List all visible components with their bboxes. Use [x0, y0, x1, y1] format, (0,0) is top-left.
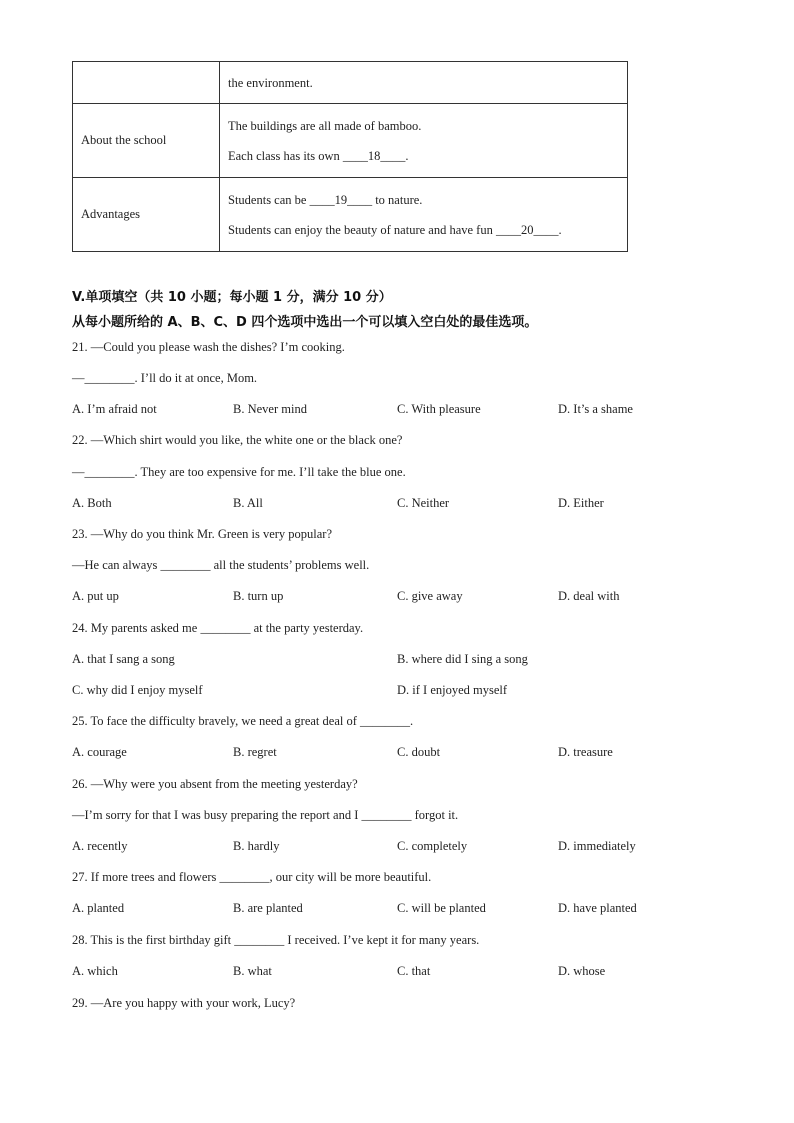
option-b: B. Never mind: [233, 402, 307, 416]
option-c: C. give away: [397, 589, 463, 603]
option-d: D. treasure: [558, 745, 613, 759]
option-b: B. where did I sing a song: [397, 652, 528, 666]
option-d: D. deal with: [558, 589, 620, 603]
option-c: C. that: [397, 964, 431, 978]
option-b: B. turn up: [233, 589, 284, 603]
option-a: A. Both: [72, 496, 112, 510]
row-line: Students can be ____19____ to nature.: [228, 192, 423, 207]
row-content: [220, 62, 628, 104]
row-line: Students can enjoy the beauty of nature and have fun ____20____.: [228, 222, 562, 237]
question-line: —________. They are too expensive for me. I’ll take the blue one.: [72, 465, 406, 479]
option-c: C. doubt: [397, 745, 441, 759]
option-b: B. what: [233, 964, 272, 978]
question-line: —________. I’ll do it at once, Mom.: [72, 371, 258, 385]
option-b: B. are planted: [233, 901, 303, 915]
option-d: D. if I enjoyed myself: [397, 683, 508, 697]
row-label: About the school: [73, 104, 220, 178]
row-label: Advantages: [73, 178, 220, 252]
option-c: C. With pleasure: [397, 402, 481, 416]
section-instruction: 从每小题所给的 A、B、C、D 四个选项中选出一个可以填入空白处的最佳选项。: [72, 315, 538, 330]
row-content: [220, 178, 628, 252]
option-d: D. whose: [558, 964, 606, 978]
option-d: D. have planted: [558, 901, 637, 915]
option-a: A. planted: [72, 901, 125, 915]
question-stem: 25. To face the difficulty bravely, we need a great deal of ________.: [72, 714, 414, 728]
option-c: C. why did I enjoy myself: [72, 683, 203, 697]
question-line: —I’m sorry for that I was busy preparing the report and I ________ forgot it.: [72, 808, 459, 822]
question-stem: 26. —Why were you absent from the meeting yesterday?: [72, 777, 358, 791]
row-content: [220, 104, 628, 178]
question-stem: 27. If more trees and flowers ________, our city will be more beautiful.: [72, 870, 432, 884]
question-stem: 29. —Are you happy with your work, Lucy?: [72, 996, 296, 1010]
option-d: D. immediately: [558, 839, 636, 853]
option-b: B. All: [233, 496, 263, 510]
section-title: V.单项填空（共 10 小题；每小题 1 分，满分 10 分）: [72, 290, 392, 305]
table-row: [73, 178, 628, 252]
option-a: A. recently: [72, 839, 128, 853]
row-label: [73, 62, 220, 104]
row-line: The buildings are all made of bamboo.: [228, 118, 422, 133]
option-c: C. Neither: [397, 496, 450, 510]
question-stem: 24. My parents asked me ________ at the party yesterday.: [72, 621, 364, 635]
option-b: B. regret: [233, 745, 277, 759]
row-line: the environment.: [228, 75, 313, 90]
option-a: A. that I sang a song: [72, 652, 175, 666]
question-stem: 21. —Could you please wash the dishes? I’m cooking.: [72, 340, 345, 354]
option-a: A. which: [72, 964, 118, 978]
table-row: [73, 62, 628, 104]
option-c: C. completely: [397, 839, 468, 853]
question-stem: 28. This is the first birthday gift ________ I received. I’ve kept it for many years.: [72, 933, 480, 947]
option-a: A. courage: [72, 745, 127, 759]
question-stem: 23. —Why do you think Mr. Green is very popular?: [72, 527, 333, 541]
table-row: [73, 104, 628, 178]
option-b: B. hardly: [233, 839, 280, 853]
question-stem: 22. —Which shirt would you like, the white one or the black one?: [72, 433, 403, 447]
question-line: —He can always ________ all the students’ problems well.: [72, 558, 370, 572]
info-table: [72, 61, 628, 252]
row-line: Each class has its own ____18____.: [228, 148, 409, 163]
option-d: D. Either: [558, 496, 604, 510]
option-a: A. put up: [72, 589, 119, 603]
option-d: D. It’s a shame: [558, 402, 633, 416]
option-c: C. will be planted: [397, 901, 486, 915]
option-a: A. I’m afraid not: [72, 402, 157, 416]
